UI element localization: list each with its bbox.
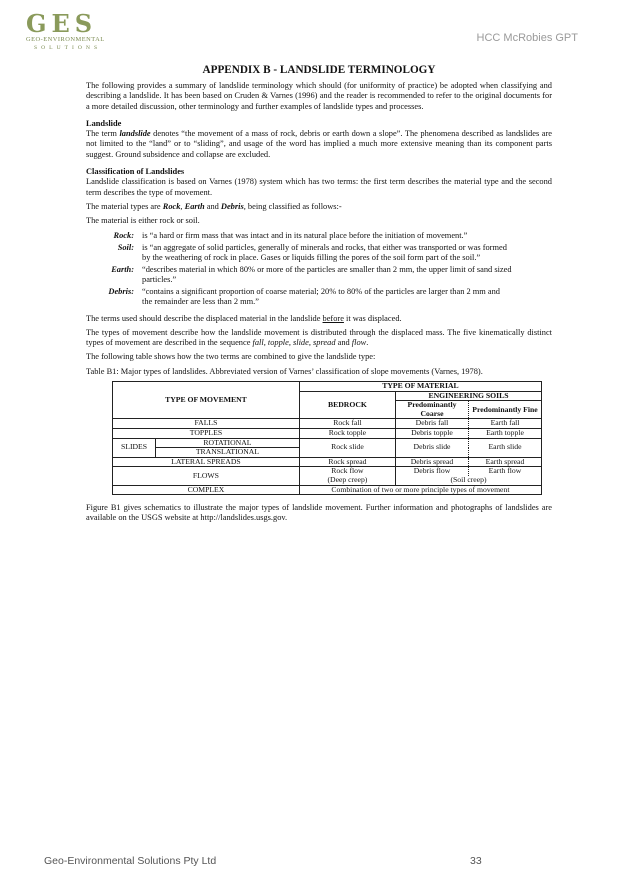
pred-coarse-header: Predominantly Coarse	[396, 401, 469, 419]
engineering-soils-header: ENGINEERING SOILS	[396, 391, 542, 401]
landslide-paragraph: The term landslide denotes “the movement of a mass of rock, debris or earth down a slope”. The phenomena described as landslides are not limited to the “land” or to “sliding”, and usage of the word has implied a much more extensive meaning than its component parts suggest. Ground subsidence and collapse are excluded.	[86, 129, 552, 159]
page-title: APPENDIX B - LANDSLIDE TERMINOLOGY	[202, 64, 436, 76]
flows-label: FLOWS	[113, 467, 300, 485]
logo-line-1: GEO-ENVIRONMENTAL	[26, 36, 105, 43]
logo-line-2: SOLUTIONS	[34, 45, 102, 51]
terms-paragraph: The terms used should describe the displaced material in the landslide before it was displaced.	[86, 313, 402, 323]
debris-flow-cell: Debris flow	[396, 467, 469, 476]
company-logo	[26, 9, 136, 52]
earth-topple-cell: Earth topple	[469, 429, 542, 439]
pred-fine-header: Predominantly Fine	[469, 401, 542, 419]
soil-creep-cell: (Soil creep)	[396, 476, 542, 485]
landslide-types-table	[112, 381, 542, 495]
rock-fall-cell: Rock fall	[299, 419, 395, 429]
lateral-spreads-label: LATERAL SPREADS	[113, 457, 300, 467]
debris-slide-cell: Debris slide	[396, 438, 469, 457]
type-of-material-header: TYPE OF MATERIAL	[299, 382, 541, 392]
rock-flow-cell: Rock flow	[299, 467, 395, 476]
movement-paragraph: The types of movement describe how the landslide movement is distributed through the displaced mass. The five kinematically distinct types of movement are described in the sequence fall, topple, slide, spread and flow.	[86, 327, 552, 348]
bedrock-header: BEDROCK	[299, 391, 395, 419]
landslide-heading: Landslide	[86, 118, 122, 128]
deep-creep-cell: (Deep creep)	[299, 476, 395, 485]
intro-paragraph: The following provides a summary of landslide terminology which should (for uniformity of practice) be adopted when classifying and describing a landslide. It has been based on Cruden & Varnes (1996) and the reader is recommended to refer to the original documents for a more detailed discussion, other terminology and further examples of landslide types and processes.	[86, 81, 552, 111]
definition-row: Debris: “contains a significant proportion of coarse material; 20% to 80% of the particles are larger than 2 mm and the remainder are less than 2 mm.”	[108, 286, 500, 306]
rock-topple-cell: Rock topple	[299, 429, 395, 439]
earth-fall-cell: Earth fall	[469, 419, 542, 429]
header-project-name: HCC McRobies GPT	[476, 32, 578, 44]
page-number: 33	[470, 855, 482, 867]
rotational-label: ROTATIONAL	[156, 438, 300, 448]
classification-heading: Classification of Landslides	[86, 167, 185, 177]
table-caption: Table B1: Major types of landslides. Abbreviated version of Varnes’ classification of slope movements (Varnes, 1978).	[86, 366, 483, 376]
earth-spread-cell: Earth spread	[469, 457, 542, 467]
type-of-movement-header: TYPE OF MOVEMENT	[113, 382, 300, 419]
definition-row: Soil: is “an aggregate of solid particles, generally of minerals and rocks, that either was transported or was formed by the weathering of rock in place. Gases or liquids filling the pores of the soil form part of the soil.”	[117, 242, 507, 262]
topples-label: TOPPLES	[113, 429, 300, 439]
slides-label: SLIDES	[113, 438, 156, 457]
complex-label: COMPLEX	[113, 485, 300, 495]
classification-paragraph: Landslide classification is based on Varnes (1978) system which has two terms: the first term describes the material type and the second term describes the type of movement.	[86, 177, 552, 197]
earth-flow-cell: Earth flow	[469, 467, 542, 476]
earth-slide-cell: Earth slide	[469, 438, 542, 457]
definition-row: Rock: is “a hard or firm mass that was intact and in its natural place before the initiation of movement.”	[113, 230, 468, 240]
falls-label: FALLS	[113, 419, 300, 429]
material-definitions	[86, 231, 552, 309]
material-either-paragraph: The material is either rock or soil.	[86, 216, 200, 226]
complex-description: Combination of two or more principle types of movement	[299, 485, 541, 495]
logo-mark: GES	[26, 9, 98, 38]
rock-spread-cell: Rock spread	[299, 457, 395, 467]
debris-fall-cell: Debris fall	[396, 419, 469, 429]
translational-label: TRANSLATIONAL	[156, 448, 300, 458]
definition-row: Earth: “describes material in which 80% or more of the particles are smaller than 2 mm, the upper limit of sand sized particles.”	[111, 264, 512, 284]
rock-slide-cell: Rock slide	[299, 438, 395, 457]
footer-company: Geo-Environmental Solutions Pty Ltd	[44, 855, 217, 867]
page-content	[86, 64, 552, 528]
table-intro-paragraph: The following table shows how the two terms are combined to give the landslide type:	[86, 352, 376, 362]
material-types-paragraph: The material types are Rock, Earth and Debris, being classified as follows:-	[86, 201, 342, 211]
figure-paragraph: Figure B1 gives schematics to illustrate the major types of landslide movement. Further information and photographs of landslides are available on the USGS website at http://landslides.usgs.gov.	[86, 503, 552, 523]
debris-topple-cell: Debris topple	[396, 429, 469, 439]
debris-spread-cell: Debris spread	[396, 457, 469, 467]
